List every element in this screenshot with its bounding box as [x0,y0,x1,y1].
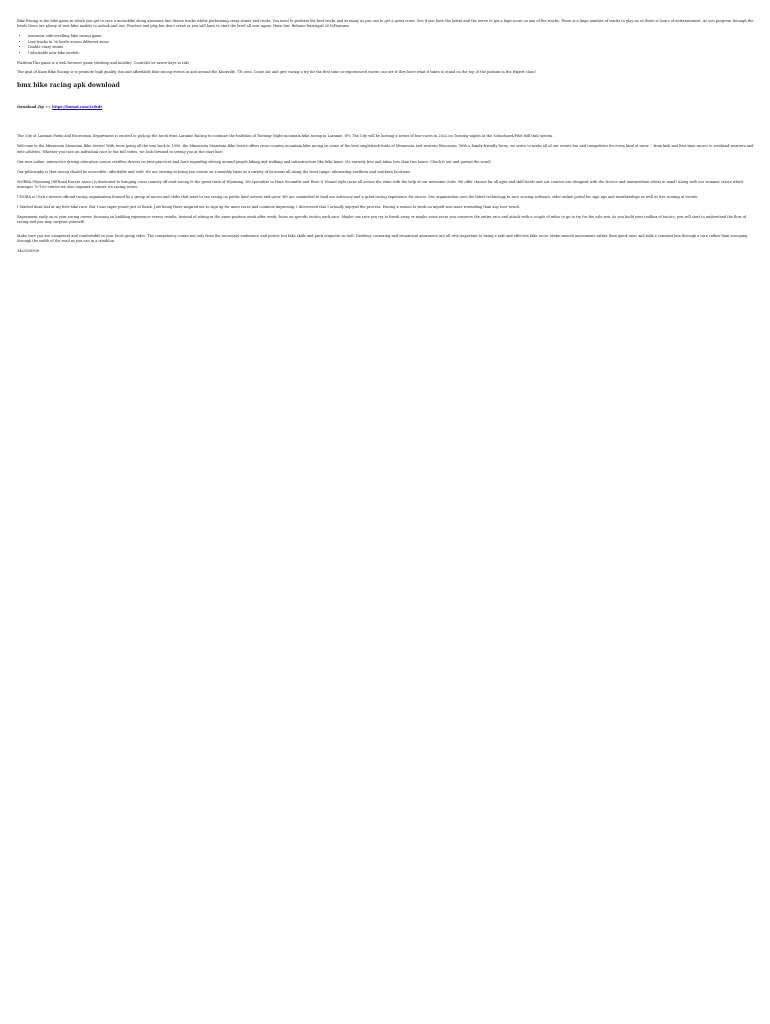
body-paragraph: Our new online, interactive driving education course certifies drivers on best practices and laws regarding driving around people biking and walking and infrastructure like bike lanes. It's entirely free and takes less than two hours. Check it out and spread the word! [17,159,492,164]
body-paragraph: Our philosophy is that racing should be accessible, affordable and safe! We are striving to bring you events on a monthly basis at a variety of locations all along the front range, alternating northern and southern locations. [17,169,412,174]
body-paragraph: Experiment early on in your racing career, focusing on building experience versus results. Instead of sitting in the same position week after week, focus on specific tactics each race. Maybe one race you try to break away or maybe some races you conserve the entire race and attack with a couple of miles to go to try for the solo win. As you build your toolbox of tactics, you will start to understand the flow of racing and you may surprise yourself! [17,214,747,225]
spacer [17,110,754,134]
list-item: • Doable crazy stunts [28,45,754,50]
body-paragraph: UNORA is Utah's newest offroad racing organization formed by a group of racers and clubs that want to see racing on public land survive and grow. We are committed to land use advocacy and a great racing experience for racers. Our organization uses the latest technology in race scoring software, rider online portal for sign ups and memberships as well as live scoring at events. [17,194,699,199]
download-label: Download Zip [17,105,44,110]
code-text: 94e3538938 [17,248,40,253]
download-link[interactable]: https://bumaf.com/2vtkdz [52,105,103,110]
list-item: • Unlockable new bike models. [28,51,754,56]
body-paragraph: The City of Laramie Parks and Recreation Department is excited to pick up the torch from Laramie Racing to continue the tradition of Tuesday Night mountain bike racing in Laramie, WY. The City will be hosting a series of four races in 2022 on Tuesday nights at the Schoolyard/Pilot Hill trail system. [17,134,554,139]
body-paragraph: Welcome to the Minnesota Mountain Bike Series! With roots going all the way back to 1990, the Minnesota Mountain Bike Series offers cross-country mountain bike racing on some of the best singletrack trails of Minnesota and western Wisconsin. With a family-friendly focus, we strive to make all of our events fun and competitive for every kind of racer -- from kids and first-time racers to weekend warriors and elite athletes. Whether you race an individual race or the full series, we look forward to seeing you at the start line! [17,144,754,154]
features-list [17,34,754,56]
list-item: • Awesome side-scrolling bike racing game [28,34,754,39]
goal-paragraph: The goal of Knox Bike Racing is to promote high quality, fun and affordable bike racing events in and around the Knoxville, TN area. Come out and give racing a try for the first time or experienced racers can see if they have what it takes to stand on the top of the podium in the Expert class! [17,70,536,75]
list-item: • Line tracks in 30 levels across different areas [28,40,754,45]
article [0,0,770,254]
intro-paragraph: Bike Racing is the bike game in which you get to race a motorbike along awesome line drawn tracks whilst performing crazy stunts and tricks. You need to perform the best tricks and as many as you can to get a great score. See if you have the talent and the nerve to get a high score on any of the tracks. There is a huge number of tracks to play on so there is hours of entertainment. As you progress through the levels there are plenty of new bike models to unlock and use. Practice and play but don't crash or you will have to start the level all over again. Have fun! Release DateApril 2018Features [17,19,754,29]
body-paragraph: I Started dead last at my first bike race. But I was super proud just to finish. Just being there inspired me to sign up for more races and continue improving. I discovered that I actually enjoyed the process. Having a reason to work on myself was more rewarding than any race result. [17,204,521,209]
page-title: bmx bike racing apk download [17,81,120,89]
arrow-icon: ⇒⇒ [45,105,51,110]
closing-paragraph: Make sure you are competent and comfortable in your local group rides. The competency comes not only from the necessary endurance and power, but bike skills and pack etiquette as well. Drafting, cornering and situational awareness are all very important to being a safe and effective bike racer. Make smooth movements rather than quick ones and hold a constant line through a turn rather than swooping through the width of the road as you can in a triathlon. [17,233,748,244]
platform-paragraph: PlatformThis game is a web browser game (desktop and mobile). ControlsUse arrow keys to ride [17,60,190,65]
body-paragraph: WORRA (Wyoming Off-Road Racers Assoc) is dedicated to bringing cross country off road racing to the great state of Wyoming. We specialize in Hare Scramble and Hare & Hound style races all across the state with the help of our awesome clubs. We offer classes for all ages and skill levels and our courses are designed with the Novice and intermediate riders in mind! Along with our summer series which averages 70-100 entries we also organize a winter ice racing series. [17,179,744,190]
